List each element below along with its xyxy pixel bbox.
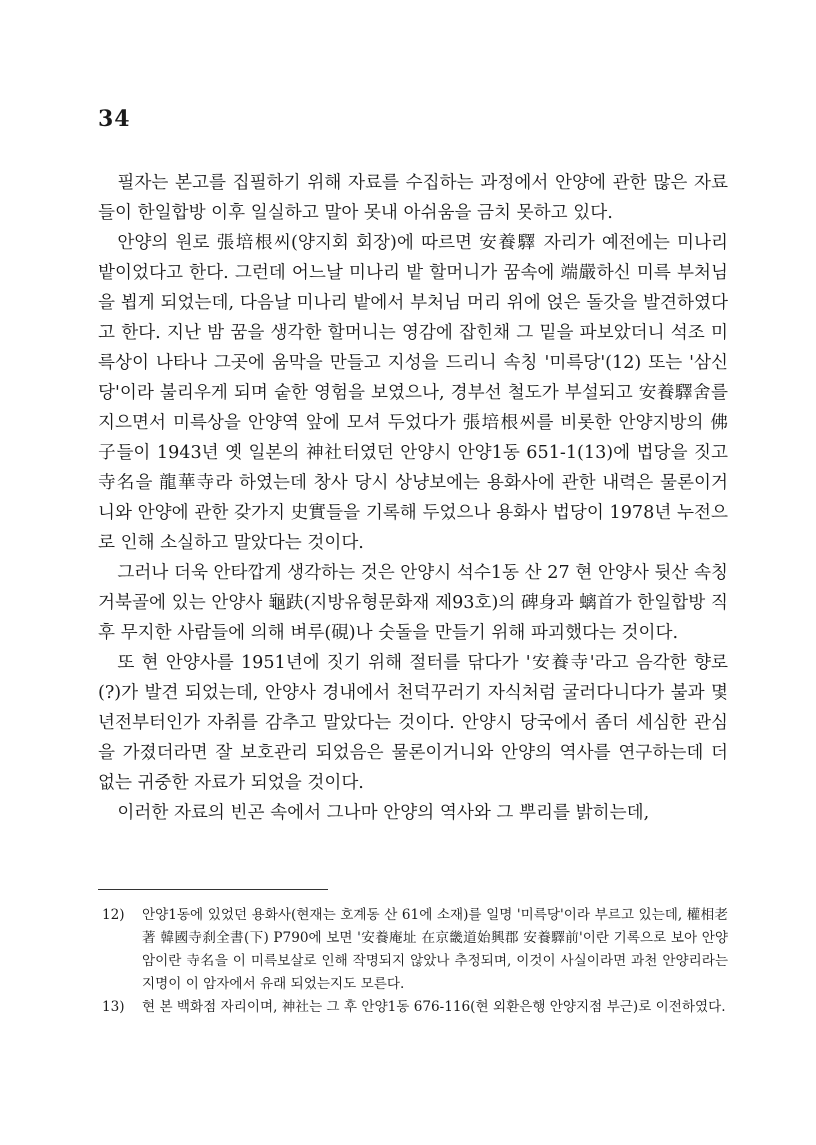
footnote-text: 현 본 백화점 자리이며, 神社는 그 후 안양1동 676-116(현 외환은행 안양지점 부근)로 이전하였다. — [142, 999, 726, 1015]
paragraph: 또 현 안양사를 1951년에 짓기 위해 절터를 닦다가 '安養寺'라고 음각한 향로(?)가 발견 되었는데, 안양사 경내에서 천덕꾸러기 자식처럼 굴러다니다가 불과 몇년전부터인가 자취를 감추고 말았다는 것이다. 안양시 당국에서 좀더 세심한 관심을 가졌더라면 잘 보호관리 되었음은 물론이거니와 안양의 역사를 연구하는데 더 없는 귀중한 자료가 되었을 것이다. — [98, 653, 728, 793]
paragraph: 필자는 본고를 집필하기 위해 자료를 수집하는 과정에서 안양에 관한 많은 자료들이 한일합방 이후 일실하고 말아 못내 아쉬움을 금치 못하고 있다. — [98, 173, 728, 223]
paragraph: 안양의 원로 張培根씨(양지회 회장)에 따르면 安養驛 자리가 예전에는 미나리 밭이었다고 한다. 그런데 어느날 미나리 밭 할머니가 꿈속에 端嚴하신 미륵 부처님을 뵙게 되었는데, 다음날 미나리 밭에서 부처님 머리 위에 얹은 돌갓을 발견하였다고 한다. 지난 밤 꿈을 생각한 할머니는 영감에 잡힌채 그 밑을 파보았더니 석조 미륵상이 나타나 그곳에 움막을 만들고 지성을 드리니 속칭 '미륵당'(12) 또는 '삼신당'이라 불리우게 되며 숱한 영험을 보였으나, 경부선 철도가 부설되고 安養驛舍를 지으면서 미륵상을 안양역 앞에 모셔 두었다가 張培根씨를 비롯한 안양지방의 佛子들이 1943년 옛 일본의 神社터였던 안양시 안양1동 651-1(13)에 법당을 짓고 寺名을 龍華寺라 하였는데 창사 당시 상냥보에는 용화사에 관한 내력은 물론이거니와 안양에 관한 갖가지 史實들을 기록해 두었으나 용화사 법당이 1978년 누전으로 인해 소실하고 말았다는 것이다. — [98, 233, 728, 553]
footnotes — [102, 904, 728, 1019]
paragraph: 그러나 더욱 안타깝게 생각하는 것은 안양시 석수1동 산 27 현 안양사 뒷산 속칭 거북골에 있는 안양사 龜趺(지방유형문화재 제93호)의 碑身과 螭首가 한일합방 직후 무지한 사람들에 의해 벼루(硯)나 숫돌을 만들기 위해 파괴했다는 것이다. — [98, 563, 728, 643]
footnote-12 — [102, 904, 728, 996]
page-number: 34 — [98, 106, 131, 132]
body-text — [98, 168, 728, 828]
footnote-number: 12) — [102, 907, 125, 923]
footnote-divider — [98, 889, 328, 890]
paragraph: 이러한 자료의 빈곤 속에서 그나마 안양의 역사와 그 뿌리를 밝히는데, — [117, 803, 650, 823]
footnote-text: 안양1동에 있었던 용화사(현재는 호계동 산 61에 소재)를 일명 '미륵당'이라 부르고 있는데, 權相老 著 韓國寺刹全書(下) P790에 보면 '安養庵址 在京畿道始興郡 安養驛前'이란 기록으로 보아 안양암이란 寺名을 이 미륵보살로 인해 작명되지 않았나 추정되며, 이것이 사실이라면 과천 안양리라는 지명이 이 암자에서 유래 되었는지도 모른다. — [142, 907, 728, 992]
footnote-number: 13) — [102, 999, 125, 1015]
footnote-13 — [102, 996, 728, 1019]
